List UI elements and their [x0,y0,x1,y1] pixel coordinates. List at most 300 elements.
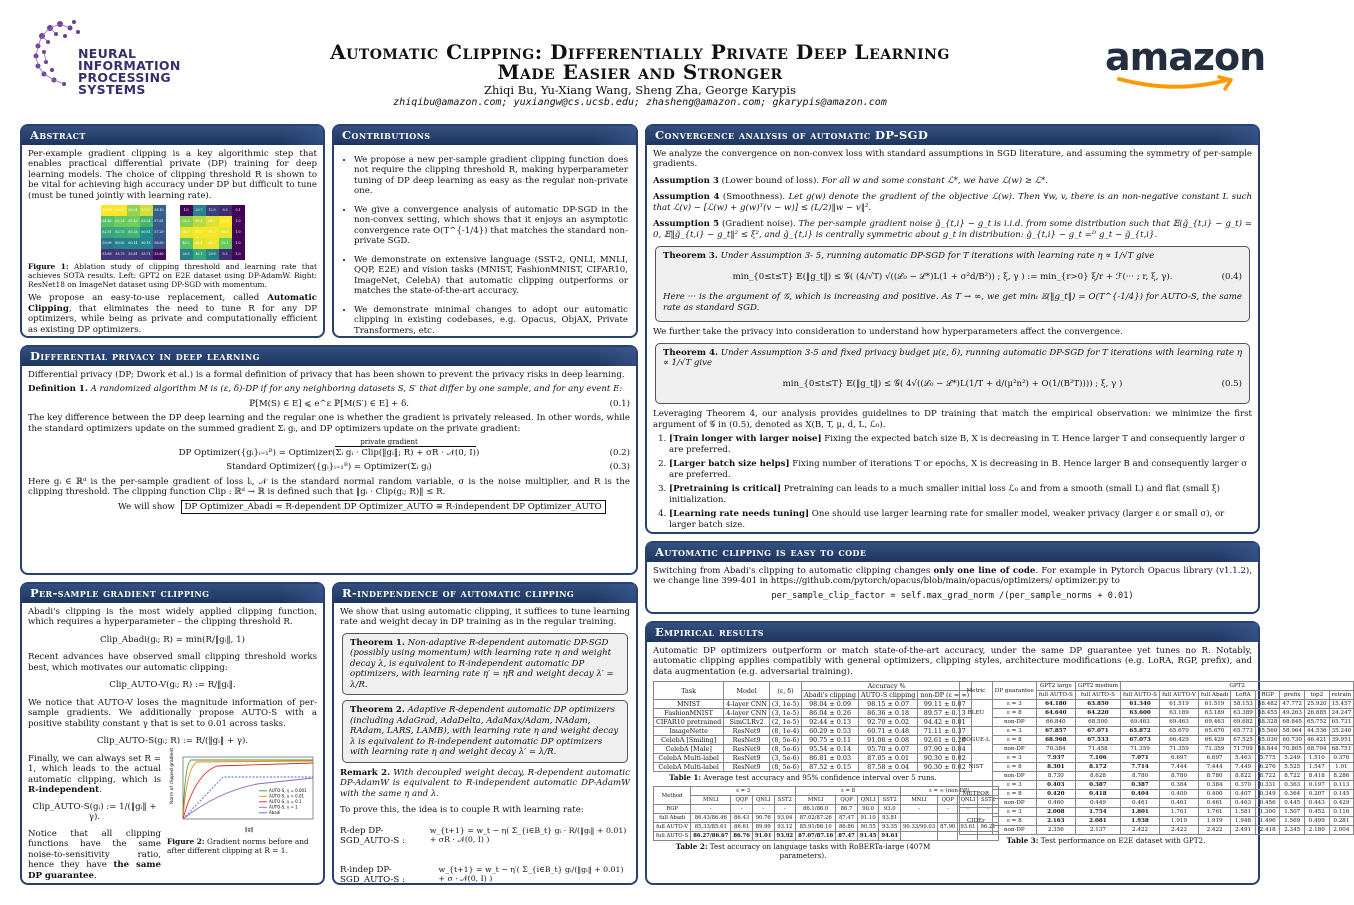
table-cell: 86.7 [836,805,858,814]
figure-2-legend [259,788,307,815]
table-row [960,763,1354,772]
table-cell: 86.76 [731,832,753,841]
per-sample-p2: Recent advances have observed small clipping threshold works best, which motivates our automatic clipping: [28,652,317,673]
table-1 [653,681,972,772]
heatmap-cell: 57.29 [153,227,166,238]
table-cell: 2.422 [1160,826,1199,835]
table-cell: 24.247 [1329,709,1354,718]
table-cell [938,832,958,841]
equation-0-4: min_{0≤t≤T} 𝔼(‖g_t‖) ≤ 𝒢( (4/√T) √((ℒ₀ − ℒ*)L(1 + σ²d/B²)) ; ξ, γ ) := min_{r>0} ξ/r + ℱ(··· ; r, ξ, γ). (0.4) [732,271,1242,282]
table-row [654,787,999,796]
table-cell: 7.937 [1036,754,1075,763]
table-cell: 0.331 [1255,781,1280,790]
table-cell: 0.418 [1075,790,1120,799]
table-row [654,727,972,736]
table-cell: full AUTO-S [654,832,691,841]
table-cell: QQP [938,796,958,805]
table-cell: 1.948 [1231,817,1256,826]
table-cell: 71.11 ± 0.37 [918,727,972,736]
remark-2: Remark 2. With decoupled weight decay, R-dependent automatic DP-AdamW is equivalent to R-independent automatic DP-AdamW with the same η and λ. [340,767,630,799]
table-cell: 98.04 ± 0.09 [802,700,859,709]
equation-r-dep: R-dep DP-SGD_AUTO-S : w_{t+1} = w_t − η( Σ_{i∈B_t} gᵢ · R/(‖gᵢ‖ + 0.01) + σR · 𝒩(0, I) ) [340,825,627,847]
table-cell: CelebA Multi-label [654,754,724,763]
table-2-caption: Table 2: Test accuracy on language tasks with RoBERTa-large (407M parameters). [675,842,931,861]
table-cell: QNLI [752,796,774,805]
table-cell: 63.189 [1198,709,1230,718]
heatmap-cell: 9.3 [219,249,232,260]
table-cell: top2 [1305,691,1330,700]
table-row [960,727,1354,736]
table-cell: 1.569 [1280,817,1305,826]
table-cell: 93.92 [774,832,796,841]
table-cell: non-DP [992,718,1036,727]
heatmap-cell: 28.9 [180,249,193,260]
table-cell: 0.376 [1329,754,1354,763]
table-cell: 64.220 [1075,709,1120,718]
table-cell: 0.456 [1255,799,1280,808]
table-cell: 90.75 ± 0.11 [802,736,859,745]
table-cell: ε = ∞ (non-DP) [901,787,999,796]
table-cell: 87.47 [836,832,858,841]
table-cell: CelebA Multi-label [654,763,724,772]
table-cell: (3, 1e-5) [769,700,801,709]
table-cell: ResNet9 [724,754,770,763]
table-cell: ROGUE-L [960,727,993,754]
table-cell: 92.70 ± 0.02 [858,718,917,727]
table-cell: 87.02/87.26 [796,814,836,823]
title-line-2: Made Easier and Stronger [497,60,783,84]
heatmap-cell: 9.3 [219,205,232,216]
table-cell: Method [654,787,691,805]
table-cell: full AUTO-S [1075,691,1120,700]
table-cell: 0.384 [1160,781,1199,790]
table-cell [901,832,938,841]
table-cell: ResNet9 [724,736,770,745]
heatmap-cell: 59.09 [101,238,114,249]
heatmap-cell: 29.7 [193,205,206,216]
table-cell: QNLI [958,796,978,805]
heatmap-cell: 65.45 [127,216,140,227]
heatmap-cell: 56.89 [153,238,166,249]
table-cell: 61.519 [1160,700,1199,709]
table-cell: 2.491 [1231,826,1256,835]
table-cell: 68.845 [1280,718,1305,727]
table-cell: 66.429 [1160,736,1199,745]
theorem-2-box: Theorem 2. Adaptive R-dependent automatic DP optimizers (including AdaGrad, AdaDelta, AdaMax/Adam, NAdam, RAdam, LARS, LAMB), with learning rate η and weight decay λ is equivalent to R-independent automatic DP optimizers with learning rate η and weight decay λ′ = λ/R. [342,700,628,762]
table-cell: 90.0 [857,805,879,814]
table-cell: 0.404 [1121,790,1160,799]
table-cell: - [958,805,978,814]
table-3 [959,681,1354,835]
table-cell: 1.01 [1329,763,1354,772]
table-cell: ResNet9 [724,763,770,772]
definition-1: Definition 1. A randomized algorithm M is (ε, δ)-DP if for any neighboring datasets S, S′ that differ by one sample, and for any event E: [28,384,623,395]
table-cell: 1.510 [1305,754,1330,763]
table-cell: 93.35 [879,823,901,832]
table-cell: 0.387 [1121,781,1160,790]
table-cell: 46.421 [1305,736,1330,745]
table-cell: 87.05 ± 0.01 [858,754,917,763]
per-sample-p1: Abadi's clipping is the most widely applied clipping function, which requires a hyperparameter – the clipping threshold R. [28,607,317,628]
table-row [960,754,1354,763]
table-cell: 7.071 [1121,754,1160,763]
figure-2-caption: Figure 2: Gradient norms before and after different clipping at R = 1. [167,837,309,856]
table-cell: 92.61 ± 0.20 [918,736,972,745]
table-cell: 8.780 [1160,772,1199,781]
figure-2-xlabel: ‖g‖ [245,826,254,833]
table-cell: 68.844 [1255,745,1280,754]
table-cell: Metric [960,682,993,700]
table-cell: 58.455 [1255,709,1280,718]
table-cell: prefix [1280,691,1305,700]
table-cell: - [938,805,958,814]
table-cell: GPT2 medium [1075,682,1120,691]
assumption-4: Assumption 4 (Smoothness). Let g(w) denote the gradient of the objective ℒ(w). Then ∀w, v, there is an non-negative constant L such that ℒ(v) − [ℒ(w) + g(w)ᵀ(v − w)] ≤ (L/2)‖w − v‖². [653,192,1252,213]
table-cell: 69.463 [1121,718,1160,727]
table-row [960,718,1354,727]
table-row [654,805,999,814]
table-cell: 2.422 [1198,826,1230,835]
table-cell: 0.461 [1121,799,1160,808]
table-cell: 70.384 [1036,745,1075,754]
table-cell: 63.600 [1121,709,1160,718]
table-cell: ImageNette [654,727,724,736]
heatmap-cell: 55.69 [101,249,114,260]
table-cell: 94.61 [879,832,901,841]
table-1-caption: Table 1: Average test accuracy and 95% confidence interval over 5 runs. [669,773,937,783]
amazon-logo-text: amazon [1105,35,1266,79]
table-cell: 0.443 [1305,799,1330,808]
table-cell: 1.507 [1280,808,1305,817]
guideline-item: 1. [Train longer with larger noise] Fixing the expected batch size B, X is decreasing in T. Hence larger T and consequently larger σ are preferred. [669,434,1252,455]
table-cell: 0.387 [1075,781,1120,790]
table-cell: 86.36 ± 0.18 [858,709,917,718]
table-cell: Task [654,682,724,700]
table-cell: 68.968 [1036,736,1075,745]
amazon-smile-icon [1115,76,1245,92]
table-cell: 2.345 [1280,826,1305,835]
table-cell: 4-layer CNN [724,700,770,709]
table-cell: 66.429 [1198,736,1230,745]
table-cell: 49.263 [1280,709,1305,718]
table-cell: 8.822 [1231,772,1256,781]
table-cell: non-DP [992,745,1036,754]
table-cell: 93.81 [879,814,901,823]
table-cell: 2.180 [1305,826,1330,835]
table-cell: 2.081 [1075,817,1120,826]
table-cell: SimCLRv2 [724,718,770,727]
table-row [654,736,972,745]
table-cell: 1.496 [1255,817,1280,826]
easy-code-text: Switching from Abadi's clipping to automatic clipping changes only one line of code. For example in Pytorch Opacus library (v1.1.2), we change line 399-401 in https://github.com/pytorch/opacus/blob/main/opacus/optimizers/ optimizer.py to [653,566,1252,587]
table-cell: 99.11 ± 0.07 [918,700,972,709]
table-row [960,682,1354,691]
table-cell: SST2 [774,796,796,805]
table-cell: 1.801 [1121,808,1160,817]
heatmap-cell: 1.0 [232,238,245,249]
table-cell: CIFAR10 pretrained [654,718,724,727]
table-cell [938,814,958,823]
table-row [960,700,1354,709]
table-cell: 5.463 [1231,754,1256,763]
table-cell: 86.86 [836,823,858,832]
table-cell: 1.300 [1255,808,1280,817]
table-cell: 7.449 [1231,763,1256,772]
table-cell: 67.071 [1075,727,1120,736]
table-cell: 0.384 [1198,781,1230,790]
guideline-item: 2. [Larger batch size helps] Fixing number of iterations T or epochs, X is decreasing in B. Hence larger B and consequently larger σ are preferred. [669,459,1252,480]
heatmap-cell: 64.5 [206,216,219,227]
table-cell: ε = 8 [992,763,1036,772]
heatmap-cell: 60.14 [127,238,140,249]
table-cell: ε = 8 [796,787,901,796]
table-cell: 1.547 [1305,763,1330,772]
table-cell: 8.730 [1036,772,1075,781]
table-cell: MNLI [901,796,938,805]
heatmap-cell: 66.0 [180,227,193,238]
table-cell: retrain [1329,691,1354,700]
authors: Zhiqi Bu, Yu-Xiang Wang, Sheng Zha, George Karypis [483,83,796,97]
table-cell: 95.70 ± 0.07 [858,745,917,754]
table-cell: ε = 3 [691,787,796,796]
table-cell: full AUTO-S [1036,691,1075,700]
table-cell: 0.400 [1160,790,1199,799]
guidelines-list [669,434,1252,530]
equation-abadi: Clip_Abadi(gᵢ; R) = min(R/‖gᵢ‖, 1) [100,634,245,645]
table-cell: 7.106 [1075,754,1120,763]
table-row [654,709,972,718]
figure-2 [167,747,317,885]
table-cell: non-DP [992,826,1036,835]
table-cell: 93.0 [879,805,901,814]
table-cell: 60.730 [1280,736,1305,745]
table-cell: 8.628 [1075,772,1120,781]
table-row [960,736,1354,745]
table-cell: GPT2 large [1036,682,1075,691]
heatmap-cell: 68.89 [101,205,114,216]
table-cell: 35.240 [1329,727,1354,736]
heatmap-cell: 55.71 [140,249,153,260]
table-cell: 5.249 [1280,754,1305,763]
heatmap-cell: 55.75 [114,249,127,260]
table-cell: 0.281 [1329,817,1354,826]
table-cell: 61.340 [1121,700,1160,709]
heatmap-cell: 55.2 [180,216,193,227]
table-cell: (8, 5e-6) [769,745,801,754]
equation-r-indep: R-indep DP-SGD_AUTO-S : w_{t+1} = w_t − η′( Σ_{i∈B_t} gᵢ/(‖gᵢ‖ + 0.01) + σ · 𝒩(0, I) ) [340,864,624,886]
equation-auto-s: Clip_AUTO-S(gᵢ; R) := R/(‖gᵢ‖ + γ). [96,736,249,747]
table-cell: - [774,805,796,814]
table-cell: 0.349 [1255,790,1280,799]
heatmap-cell: 1.0 [232,227,245,238]
table-cell: 70.805 [1280,745,1305,754]
emails: zhiqibu@amazon.com; yuxiangw@cs.ucsb.edu; zhasheng@amazon.com; gkarypis@amazon.com [393,97,887,108]
table-cell: 90.55 [857,823,879,832]
heatmap-cell: 68.93 [114,205,127,216]
table-cell: 71.359 [1160,745,1199,754]
table-cell: 90.76 [752,814,774,823]
theorem-1-box: Theorem 1. Non-adaptive R-dependent automatic DP-SGD (possibly using momentum) with learning rate η and weight decay λ, is equivalent to R-independent automatic DP optimizers, with learning rate η′ = ηR and weight decay λ′ = λ/R. [342,633,628,695]
table-cell: 58.153 [1231,700,1256,709]
table-cell: 0.461 [1160,799,1199,808]
table-cell: 2.137 [1075,826,1120,835]
table-cell: 0.197 [1305,781,1330,790]
table-cell: 58.964 [1280,727,1305,736]
table-cell: (8, 5e-6) [769,736,801,745]
table-cell: NIST [960,754,993,781]
table-row [960,745,1354,754]
table-cell: CelebA [Male] [654,745,724,754]
we-will-show: We will show DP Optimizer_Abadi ≈ R-dependent DP Optimizer_AUTO ≡ R-independent DP Optimizer_AUTO [118,502,630,512]
abstract-heading: Abstract [22,126,323,145]
table-cell: 7.714 [1121,763,1160,772]
table-cell: 0.364 [1280,790,1305,799]
easy-code-heading: Automatic clipping is easy to code [647,543,1258,562]
table-cell: GPT2 [1121,682,1354,691]
private-gradient-label: private gradient [360,438,418,447]
table-cell: 5.525 [1280,763,1305,772]
privacy-text: We further take the privacy into consideration to understand how hyperparameters affect the convergence. [653,327,1123,338]
table-cell: 65.773 [1231,727,1256,736]
table-cell: RGP [654,805,691,814]
equation-auto-v: Clip_AUTO-V(gᵢ; R) := R/‖gᵢ‖. [109,680,236,691]
poster-header [0,0,1280,118]
table-cell: non-DP [992,772,1036,781]
table-cell: ResNet9 [724,727,770,736]
table-cell: 39.951 [1329,736,1354,745]
table-cell: 0.116 [1329,808,1354,817]
table-cell: 8.172 [1075,763,1120,772]
table-row [960,709,1354,718]
table-cell: full Abadi [1198,691,1230,700]
equation-0-1: ℙ[M(S) ∈ E] ⩽ e^ε ℙ[M(S′) ∈ E] + δ. (0.1) [249,398,630,409]
table-row [654,718,972,727]
table-cell: ε = 8 [992,709,1036,718]
table-cell: 6.276 [1255,763,1280,772]
guideline-item: 4. [Learning rate needs tuning] One should use larger learning rate for smaller model, weaker privacy (larger ε or small σ), or larger batch size. [669,509,1252,530]
heatmap-cell: 65.4 [193,238,206,249]
per-sample-p4: Finally, we can always set R = 1, which leads to the actual automatic clipping, which is R-independent. [28,753,161,796]
table-cell: 87.47 [836,814,858,823]
table-cell: - [752,805,774,814]
table-row [654,745,972,754]
table-cell: 0.461 [1198,799,1230,808]
table-cell: 6.697 [1198,754,1230,763]
equation-final: Clip_AUTO-S(gᵢ) := 1/(‖gᵢ‖ + γ). [32,801,157,823]
table-cell: 67.857 [1036,727,1075,736]
heatmap-cell: 52.1 [219,238,232,249]
table-cell: 71.359 [1198,745,1230,754]
table-cell: 86.61 [731,823,753,832]
dp-intro: Differential privacy (DP; Dwork et al.) is a formal definition of privacy that has been shown to prevent the privacy risks in deep learning. [28,370,625,380]
figure-2-plot [167,747,317,834]
equation-0-3: Standard Optimizer({gᵢ}ᵢ₌₁ᴮ) = Optimizer(Σᵢ gᵢ) (0.3) [226,462,630,473]
heatmap-left [101,205,166,260]
table-cell: 2.008 [1036,808,1075,817]
table-row [654,796,999,805]
table-cell: 8.722 [1280,772,1305,781]
theorem-3-box: Theorem 3. Under Assumption 3- 5, running automatic DP-SGD for T iterations with learning rate η ∝ 1/√T give min_{0≤t≤T} 𝔼(‖g_t‖) ≤ 𝒢( (4/√T) √((ℒ₀ − ℒ*)L(1 + σ²d/B²)) ; ξ, γ ) := min_{r>0} ξ/r + ℱ(··· ; r, ξ, γ). (0.4) Here ··· is the argument of 𝒢, which is increasing and positive. As T → ∞, we get minₜ 𝔼(‖g_t‖) = O(T^{-1/4}) for AUTO-S, the same rate as standard SGD. [655,246,1250,322]
table-cell: 2.004 [1329,826,1354,835]
table-cell: 67.533 [1075,736,1120,745]
table-cell: (8, 1e-4) [769,727,801,736]
table-cell: 8.301 [1036,763,1075,772]
easy-code-panel [645,541,1260,614]
table-row [654,700,972,709]
table-cell: 26.885 [1305,709,1330,718]
heatmap-cell: 29.9 [206,249,219,260]
table-cell: 0.370 [1231,781,1256,790]
table-row [654,832,999,841]
figure-1 [28,205,317,260]
heatmap-cell: 62.73 [114,227,127,238]
table-cell: 2.418 [1255,826,1280,835]
table-cell: 91.45 [857,832,879,841]
table-cell: 86.04 ± 0.26 [802,709,859,718]
empirical-panel [645,621,1352,885]
table-row [654,823,999,832]
table-cell: 1.919 [1160,817,1199,826]
table-cell: 1.938 [1121,817,1160,826]
heatmap-cell: 1.0 [180,205,193,216]
table-cell: 67.073 [1121,736,1160,745]
table-cell: - [691,805,731,814]
abstract-text: Per-example gradient clipping is a key algorithmic step that enables practical differential private (DP) training for deep learning models. The choice of clipping threshold R is shown to be vital for achieving high accuracy under DP but difficult to tune (must be tuned jointly with learning rate). [28,149,317,201]
table-cell: ε = 8 [992,817,1036,826]
table-row [960,808,1354,817]
heatmap-cell: 1.0 [232,249,245,260]
contribution-item: • We demonstrate minimal changes to adopt our automatic clipping in existing codebases, e.g. Opacus, ObjAX, Private Transformers, etc. [354,305,628,336]
table-cell: 0.145 [1329,790,1354,799]
table-cell: 69.463 [1198,718,1230,727]
table-cell: MNLI [796,796,836,805]
table-cell: 2.163 [1036,817,1075,826]
heatmap-cell: 12.9 [206,205,219,216]
table-cell: BLEU [960,700,993,727]
table-cell: 0.407 [1231,790,1256,799]
table-cell: SST2 [879,796,901,805]
table-cell: (ε, δ) [769,682,801,700]
heatmap-cell: 67.3 [193,227,206,238]
table-cell: 8.418 [1305,772,1330,781]
table-cell: (3, 1e-5) [769,709,801,718]
convergence-panel [645,124,1260,534]
table-row [960,781,1354,790]
contributions-panel [332,124,638,338]
poster-title [230,42,1050,82]
table-row [654,682,972,691]
legend-entry: AUTO-S, γ = 0.001 [269,787,307,793]
table-cell: METEOR [960,781,993,808]
table-cell: 68.704 [1305,745,1330,754]
per-sample-panel [20,582,325,885]
table-cell: QNLI [857,796,879,805]
table-cell: 0.463 [1231,799,1256,808]
heatmap-cell: 57.61 [153,216,166,227]
table-cell: 1.761 [1160,808,1199,817]
table-cell: 7.444 [1160,763,1199,772]
dp-heading: Differential privacy in deep learning [22,347,636,366]
heatmap-cell: 55.81 [127,249,140,260]
table-row [654,814,999,823]
table-cell: Model [724,682,770,700]
table-cell: 8.722 [1255,772,1280,781]
table-cell: 69.682 [1231,718,1256,727]
assumption-5: Assumption 5 (Gradient noise). The per-sample gradient noise g̃_{t,i} − g_t is i.i.d. from some distribution such that 𝔼(g̃_{t,i} − g_t) = 0, 𝔼‖g̃_{t,i} − g_t‖² ≤ ξ², and g̃_{t,i} is centrally symmetric about g_t in distribution: g̃_{t,i} − g_t =ᴰ g_t − g̃_{t,i}. [653,219,1253,240]
equation-0-5: min_{0≤t≤T} 𝔼(‖g_t‖) ≤ 𝒢( 4√((ℒ₀ − ℒ*)L(1/T + d/(μ²n²) + O(1/(B²T)))) ; ξ, γ ) (0.5) [782,378,1242,389]
table-cell: 86.43 [731,814,753,823]
title-line-1: Automatic Clipping: Differentially Private Deep Learning [330,40,950,64]
